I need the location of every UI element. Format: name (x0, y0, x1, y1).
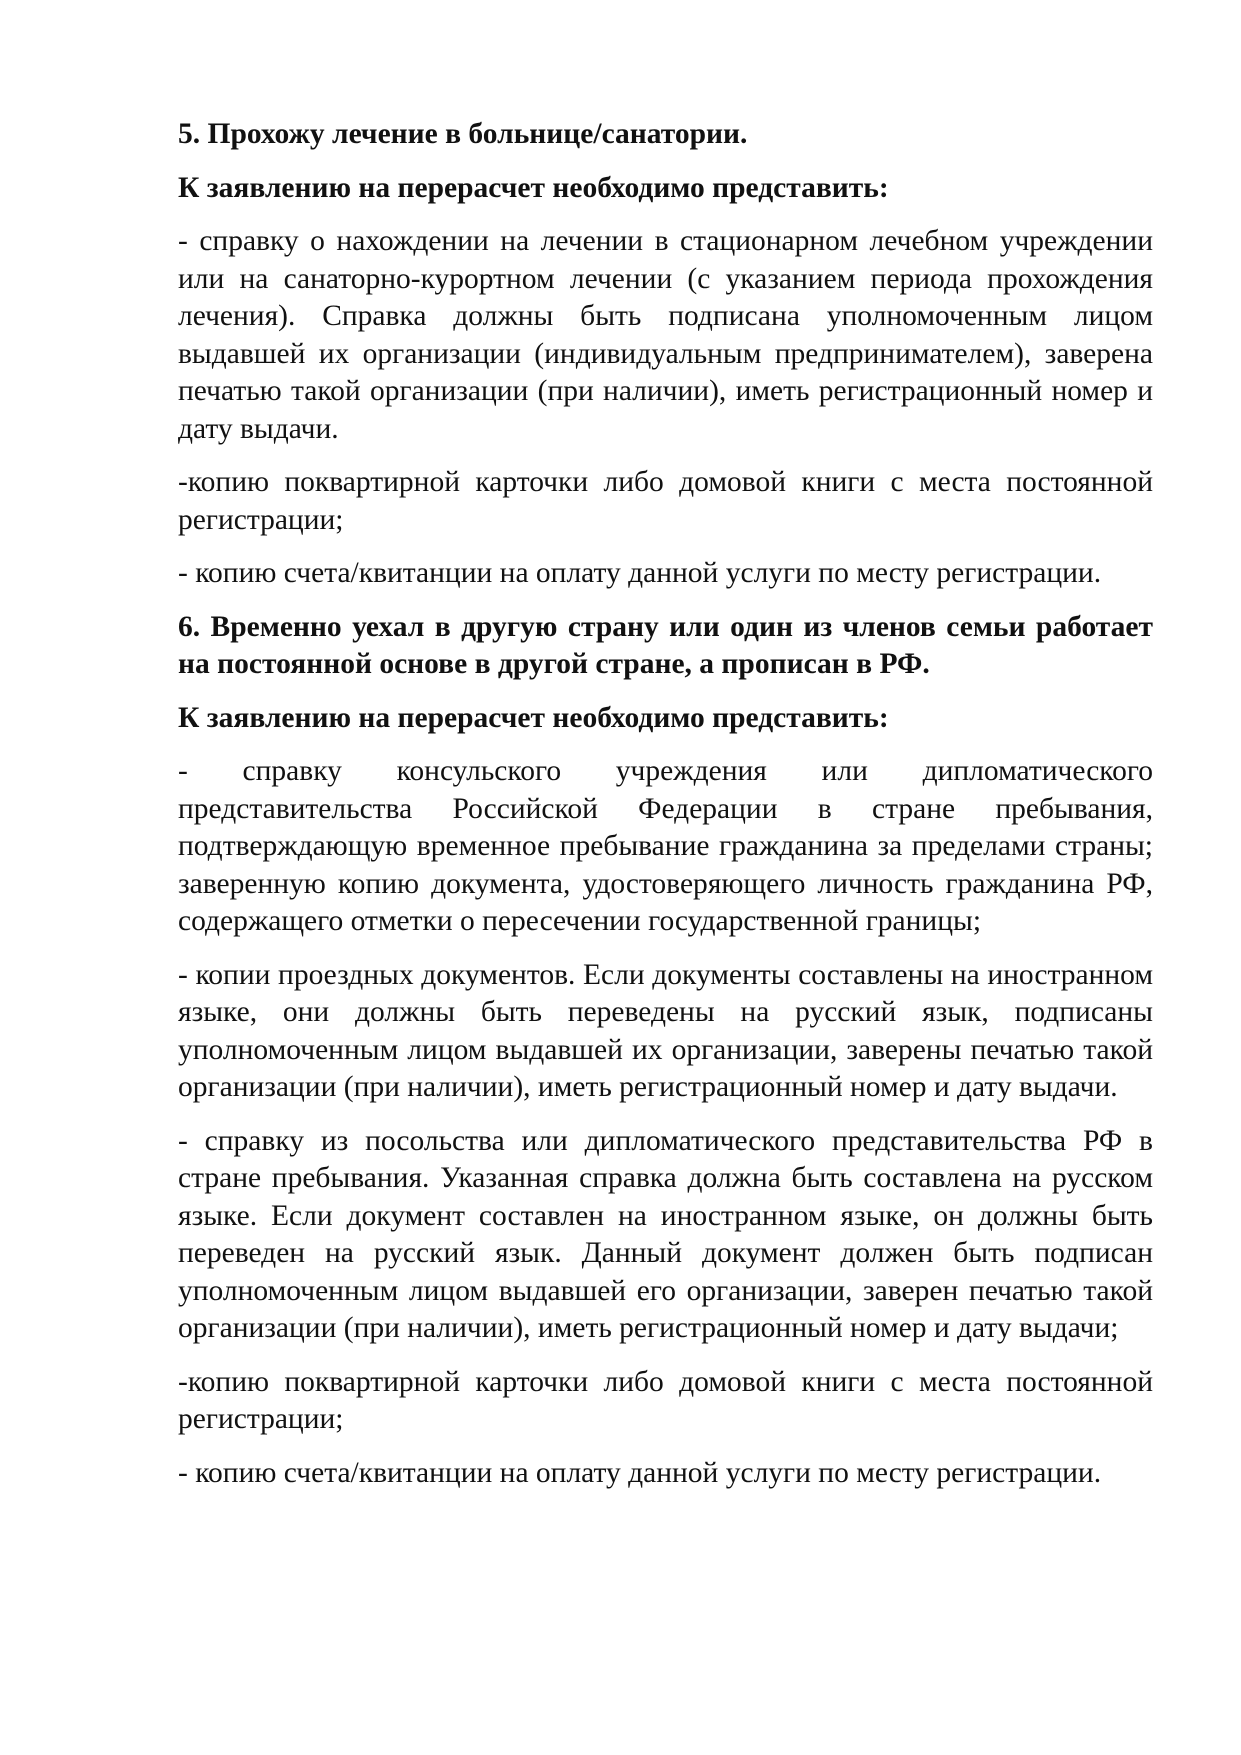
section-6-item-5: - копию счета/квитанции на оплату данной услуги по месту регистрации. (178, 1456, 1102, 1489)
section-6-item-3: - справку из посольства или дипломатического представительства РФ в стране пребывания. Указанная справка должна быть составлена на русском языке. Если документ составлен на иностранном языке, он должны быть переведен на русский язык. Данный документ должен быть подписан уполномоченным лицом выдавшей его организации, заверен печатью такой организации (при наличии), иметь регистрационный номер и дату выдачи; (178, 1124, 1153, 1344)
section-6-item-2: - копии проездных документов. Если документы составлены на иностранном языке, они должны быть переведены на русский язык, подписаны уполномоченным лицом выдавшей их организации, заверены печатью такой организации (при наличии), иметь регистрационный номер и дату выдачи. (178, 958, 1153, 1103)
section-6-item-4: -копию поквартирной карточки либо домовой книги с места постоянной регистрации; (178, 1365, 1153, 1435)
section-5-item-3: - копию счета/квитанции на оплату данной услуги по месту регистрации. (178, 557, 1102, 589)
section-5-heading: 5. Прохожу лечение в больнице/санатории. (178, 118, 748, 150)
section-5-subheading: К заявлению на перерасчет необходимо представить: (178, 171, 889, 204)
document-page (178, 116, 1153, 1508)
section-6-item-1: - справку консульского учреждения или дипломатического представительства Российской Федерации в стране пребывания, подтверждающую временное пребывание гражданина за пределами страны; заверенную копию документа, удостоверяющего личность гражданина РФ, содержащего отметки о пересечении государственной границы; (178, 755, 1153, 937)
section-5-item-1: - справку о нахождении на лечении в стационарном лечебном учреждении или на санаторно-курортном лечении (с указанием периода прохождения лечения). Справка должны быть подписана уполномоченным лицом выдавшей их организации (индивидуальным предпринимателем), заверена печатью такой организации (при наличии), иметь регистрационный номер и дату выдачи. (178, 225, 1153, 445)
section-6-subheading: К заявлению на перерасчет необходимо представить: (178, 701, 889, 734)
section-5-item-2: -копию поквартирной карточки либо домовой книги с места постоянной регистрации; (178, 466, 1153, 536)
section-6-heading: 6. Временно уехал в другую страну или один из членов семьи работает на постоянной основе в другой стране, а прописан в РФ. (178, 610, 1153, 680)
